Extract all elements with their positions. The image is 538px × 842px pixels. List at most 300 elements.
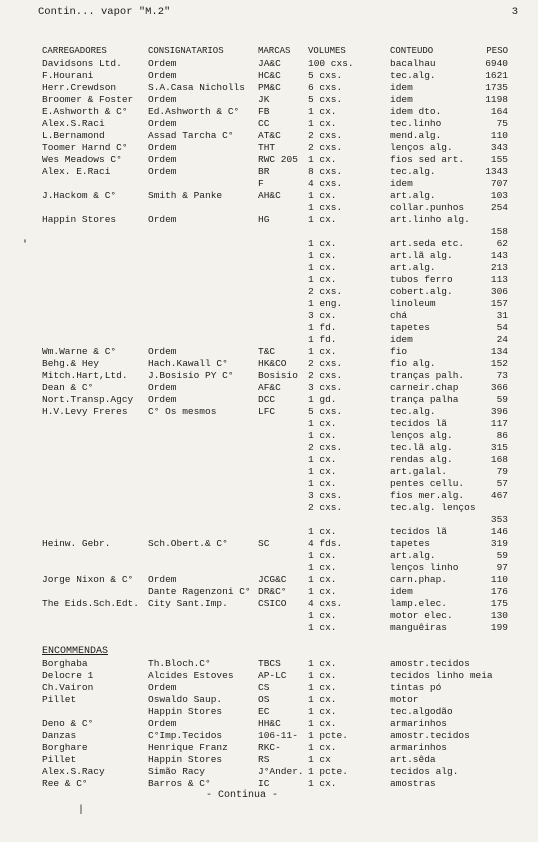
cell-carregador: F.Hourani — [42, 70, 94, 81]
cell-peso: 1343 — [485, 166, 508, 177]
table-row — [42, 130, 508, 142]
table-row — [42, 322, 508, 334]
cell-peso: 254 — [490, 202, 508, 213]
cell-conteudo: bacalhau — [390, 58, 436, 69]
cell-peso: 366 — [490, 382, 508, 393]
cell-volumes: 2 cxs. — [308, 442, 343, 453]
cell-peso: 315 — [490, 442, 508, 453]
cell-consignatario: Barros & C° — [148, 778, 211, 789]
table-row — [42, 610, 508, 622]
cell-volumes: 4 cxs. — [308, 598, 343, 609]
cell-volumes: 2 cxs. — [308, 286, 343, 297]
cell-volumes: 1 cx. — [308, 622, 337, 633]
cell-conteudo: art.galal. — [390, 466, 448, 477]
cell-conteudo: carn.phap. — [390, 574, 448, 585]
cell-volumes: 1 cx. — [308, 106, 337, 117]
cell-marca: LFC — [258, 406, 276, 417]
header-consignatarios: CONSIGNATARIOS — [148, 46, 224, 56]
cell-volumes: 1 cx. — [308, 718, 337, 729]
cell-volumes: 3 cxs. — [308, 490, 343, 501]
cell-volumes: 6 cxs. — [308, 82, 343, 93]
cell-volumes: 1 cx. — [308, 250, 337, 261]
cell-consignatario: Ordem — [148, 154, 177, 165]
cell-conteudo: amostras — [390, 778, 436, 789]
cell-peso: 175 — [490, 598, 508, 609]
table-row — [42, 274, 508, 286]
row-gap — [42, 634, 504, 646]
cell-carregador: Danzas — [42, 730, 77, 741]
cell-conteudo: art.linho alg. — [390, 214, 470, 225]
cell-carregador: Borghaba — [42, 658, 88, 669]
table-row — [42, 466, 508, 478]
table-row — [42, 418, 508, 430]
cell-conteudo: pentes cellu. — [390, 478, 465, 489]
cell-conteudo: tec.lã alg. — [390, 442, 453, 453]
table-row — [42, 778, 504, 790]
cell-marca: Bosisio — [258, 370, 298, 381]
cell-peso: 24 — [496, 334, 508, 345]
cell-consignatario: Ordem — [148, 166, 177, 177]
cell-consignatario: Ordem — [148, 214, 177, 225]
cell-peso: 176 — [490, 586, 508, 597]
cell-volumes: 8 cxs. — [308, 166, 343, 177]
cell-conteudo: tranças palh. — [390, 370, 465, 381]
cell-conteudo: tec.linho — [390, 118, 442, 129]
manifest-table — [42, 58, 508, 790]
cell-volumes: 1 gd. — [308, 394, 337, 405]
cell-marca: JCG&C — [258, 574, 287, 585]
margin-tick: | — [78, 805, 85, 816]
cell-consignatario: Ordem — [148, 718, 177, 729]
cell-volumes: 1 pcte. — [308, 766, 348, 777]
table-row — [42, 406, 508, 418]
table-row — [42, 298, 508, 310]
cell-marca: 106-11- — [258, 730, 298, 741]
document-header — [38, 6, 518, 18]
cell-marca: EC — [258, 706, 270, 717]
cell-peso: 110 — [490, 130, 508, 141]
cell-conteudo: art.alg. — [390, 190, 436, 201]
cell-volumes: 1 cx. — [308, 706, 337, 717]
cell-consignatario: S.A.Casa Nicholls — [148, 82, 245, 93]
cell-consignatario: Hach.Kawall C° — [148, 358, 228, 369]
cell-volumes: 4 fds. — [308, 538, 343, 549]
cell-consignatario: Simão Racy — [148, 766, 206, 777]
cell-marca: JA&C — [258, 58, 281, 69]
cell-marca: AT&C — [258, 130, 281, 141]
table-row — [42, 754, 504, 766]
cell-conteudo: collar.punhos — [390, 202, 465, 213]
table-row — [42, 586, 508, 598]
cell-marca: FB — [258, 106, 270, 117]
footer-continua: - Continua - — [206, 790, 279, 801]
cell-carregador: Dean & C° — [42, 382, 94, 393]
cell-volumes: 1 cx. — [308, 574, 337, 585]
table-row — [42, 550, 508, 562]
cell-conteudo: carneir.chap — [390, 382, 459, 393]
cell-volumes: 1 cx. — [308, 238, 337, 249]
table-row — [42, 226, 508, 238]
cell-peso: 59 — [496, 394, 508, 405]
table-row — [42, 118, 508, 130]
cell-carregador: Happin Stores — [42, 214, 117, 225]
cell-peso: 117 — [490, 418, 508, 429]
cell-volumes: 1 cx. — [308, 154, 337, 165]
cell-volumes: 3 cx. — [308, 310, 337, 321]
cell-marca: AH&C — [258, 190, 281, 201]
cell-peso: 75 — [496, 118, 508, 129]
table-row — [42, 706, 504, 718]
cell-carregador: J.Hackom & C° — [42, 190, 117, 201]
cell-volumes: 1 cx. — [308, 742, 337, 753]
table-row — [42, 286, 508, 298]
cell-marca: SC — [258, 538, 270, 549]
cell-marca: J°Ander. — [258, 766, 304, 777]
cell-consignatario: Ordem — [148, 70, 177, 81]
cell-volumes: 1 cx. — [308, 214, 337, 225]
cell-conteudo: mend.alg. — [390, 130, 442, 141]
cell-peso: 130 — [490, 610, 508, 621]
cell-volumes: 1 cxs. — [308, 202, 343, 213]
cell-consignatario: Ed.Ashworth & C° — [148, 106, 240, 117]
cell-conteudo: armarinhos — [390, 718, 448, 729]
cell-marca: F — [258, 178, 264, 189]
cell-marca: RS — [258, 754, 270, 765]
cell-consignatario: Th.Bloch.C° — [148, 658, 211, 669]
cell-conteudo: idem dto. — [390, 106, 442, 117]
cell-volumes: 3 cxs. — [308, 382, 343, 393]
table-row — [42, 730, 504, 742]
table-row — [42, 334, 508, 346]
cell-volumes: 1 cx. — [308, 562, 337, 573]
table-row — [42, 514, 508, 526]
cell-conteudo: tec.alg. — [390, 406, 436, 417]
cell-marca: AP-LC — [258, 670, 287, 681]
cell-marca: HK&CO — [258, 358, 287, 369]
cell-peso: 1621 — [485, 70, 508, 81]
table-row — [42, 718, 504, 730]
table-row — [42, 106, 508, 118]
cell-consignatario: Oswaldo Saup. — [148, 694, 223, 705]
table-row — [42, 670, 504, 682]
table-row — [42, 94, 508, 106]
header-peso: PESO — [486, 46, 508, 56]
cell-carregador: Deno & C° — [42, 718, 94, 729]
cell-conteudo: motor — [390, 694, 419, 705]
cell-peso: 306 — [490, 286, 508, 297]
cell-conteudo: tubos ferro — [390, 274, 453, 285]
cell-peso: 86 — [496, 430, 508, 441]
cell-consignatario: Ordem — [148, 382, 177, 393]
cell-conteudo: lamp.elec. — [390, 598, 448, 609]
cell-conteudo: cobert.alg. — [390, 286, 453, 297]
cell-peso: 168 — [490, 454, 508, 465]
table-row — [42, 694, 504, 706]
margin-tick: ' — [22, 240, 29, 251]
cell-carregador: H.V.Levy Freres — [42, 406, 128, 417]
cell-volumes: 1 cx. — [308, 262, 337, 273]
cell-peso: 164 — [490, 106, 508, 117]
header-carregadores: CARREGADORES — [42, 46, 107, 56]
cell-carregador: L.Bernamond — [42, 130, 105, 141]
cell-volumes: 1 cx. — [308, 526, 337, 537]
cell-volumes: 1 cx. — [308, 586, 337, 597]
cell-conteudo: lenços alg. — [390, 430, 453, 441]
cell-marca: PM&C — [258, 82, 281, 93]
cell-carregador: Behg.& Hey — [42, 358, 100, 369]
cell-volumes: 1 cx. — [308, 274, 337, 285]
cell-carregador: Alex. E.Raci — [42, 166, 111, 177]
cell-conteudo: idem — [390, 82, 413, 93]
cell-conteudo: rendas alg. — [390, 454, 453, 465]
cell-carregador: Ch.Vairon — [42, 682, 94, 693]
cell-conteudo: amostr.tecidos — [390, 658, 470, 669]
cell-peso: 57 — [496, 478, 508, 489]
cell-peso: 1198 — [485, 94, 508, 105]
cell-peso: 319 — [490, 538, 508, 549]
table-row — [42, 658, 504, 670]
cell-consignatario: Ordem — [148, 118, 177, 129]
cell-conteudo: art.sêda — [390, 754, 436, 765]
cell-peso: 353 — [490, 514, 508, 525]
cell-carregador: Davidsons Ltd. — [42, 58, 122, 69]
table-row — [42, 166, 508, 178]
table-row — [42, 370, 508, 382]
cell-volumes: 1 cx. — [308, 454, 337, 465]
cell-conteudo: lenços alg. — [390, 142, 453, 153]
cell-marca: RKC- — [258, 742, 281, 753]
cell-conteudo: fios sed art. — [390, 154, 465, 165]
cell-consignatario: Dante Ragenzoni C° — [148, 586, 251, 597]
cell-conteudo: tec.algodão — [390, 706, 453, 717]
cell-volumes: 2 cxs. — [308, 142, 343, 153]
cell-marca: IC — [258, 778, 270, 789]
cell-peso: 6940 — [485, 58, 508, 69]
cell-marca: HG — [258, 214, 270, 225]
cell-carregador: Alex.S.Raci — [42, 118, 105, 129]
cell-peso: 54 — [496, 322, 508, 333]
cell-volumes: 5 cxs. — [308, 406, 343, 417]
cell-volumes: 2 cxs. — [308, 130, 343, 141]
cell-conteudo: art.alg. — [390, 262, 436, 273]
cell-conteudo: art.lã alg. — [390, 250, 453, 261]
cell-marca: DR&C° — [258, 586, 287, 597]
cell-volumes: 2 cxs. — [308, 370, 343, 381]
cell-peso: 134 — [490, 346, 508, 357]
cell-peso: 79 — [496, 466, 508, 477]
cell-conteudo: idem — [390, 334, 413, 345]
header-title: Contin... vapor "M.2" — [38, 6, 171, 18]
table-row — [42, 58, 508, 70]
table-row — [42, 682, 504, 694]
cell-marca: DCC — [258, 394, 276, 405]
cell-conteudo: art.seda etc. — [390, 238, 465, 249]
cell-consignatario: Sch.Obert.& C° — [148, 538, 228, 549]
cell-conteudo: tecidos alg. — [390, 766, 459, 777]
cell-peso: 146 — [490, 526, 508, 537]
cell-peso: 157 — [490, 298, 508, 309]
cell-conteudo: idem — [390, 178, 413, 189]
table-row — [42, 214, 504, 226]
cell-carregador: Herr.Crewdson — [42, 82, 117, 93]
table-row — [42, 154, 508, 166]
table-row — [42, 262, 508, 274]
cell-marca: JK — [258, 94, 270, 105]
cell-conteudo: tecidos lã — [390, 526, 448, 537]
cell-marca: HC&C — [258, 70, 281, 81]
cell-peso: 97 — [496, 562, 508, 573]
cell-conteudo: fios mer.alg. — [390, 490, 465, 501]
cell-conteudo: tecidos lã — [390, 418, 448, 429]
cell-marca: T&C — [258, 346, 276, 357]
cell-conteudo: armarinhos — [390, 742, 448, 753]
table-row — [42, 190, 508, 202]
cell-conteudo: tec.alg. — [390, 166, 436, 177]
cell-volumes: 1 cx. — [308, 466, 337, 477]
cell-conteudo: idem — [390, 94, 413, 105]
cell-marca: HH&C — [258, 718, 281, 729]
table-row — [42, 622, 508, 634]
cell-marca: BR — [258, 166, 270, 177]
header-volumes: VOLUMES — [308, 46, 346, 56]
table-row — [42, 346, 508, 358]
cell-consignatario: Smith & Panke — [148, 190, 223, 201]
cell-volumes: 1 cx. — [308, 694, 337, 705]
cell-consignatario: Henrique Franz — [148, 742, 228, 753]
cell-volumes: 1 fd. — [308, 334, 337, 345]
cell-conteudo: fio alg. — [390, 358, 436, 369]
cell-conteudo: lenços linho — [390, 562, 459, 573]
cell-volumes: 1 cx. — [308, 670, 337, 681]
cell-carregador: Ree & C° — [42, 778, 88, 789]
table-row — [42, 442, 508, 454]
cell-consignatario: Ordem — [148, 346, 177, 357]
table-row — [42, 178, 508, 190]
table-row — [42, 358, 508, 370]
table-row — [42, 538, 508, 550]
cell-marca: THT — [258, 142, 276, 153]
cell-volumes: 1 cx. — [308, 118, 337, 129]
table-row — [42, 382, 508, 394]
cell-carregador: Nort.Transp.Agcy — [42, 394, 134, 405]
cell-carregador: Heinw. Gebr. — [42, 538, 111, 549]
cell-peso: 113 — [490, 274, 508, 285]
cell-conteudo: chá — [390, 310, 408, 321]
cell-consignatario: City Sant.Imp. — [148, 598, 228, 609]
cell-peso: 31 — [496, 310, 508, 321]
column-headers — [42, 46, 508, 58]
page-number: 3 — [511, 6, 518, 18]
cell-volumes: 5 cxs. — [308, 70, 343, 81]
cell-volumes: 1 cx. — [308, 778, 337, 789]
cell-volumes: 1 cx. — [308, 346, 337, 357]
cell-volumes: 1 eng. — [308, 298, 343, 309]
table-row — [42, 766, 504, 778]
cell-volumes: 4 cxs. — [308, 178, 343, 189]
table-row — [42, 478, 508, 490]
cell-carregador: The Eids.Sch.Edt. — [42, 598, 139, 609]
cell-marca: AF&C — [258, 382, 281, 393]
cell-peso: 152 — [490, 358, 508, 369]
header-marcas: MARCAS — [258, 46, 291, 56]
cell-conteudo: tec.alg. lenços — [390, 502, 476, 513]
cell-conteudo: trança palha — [390, 394, 459, 405]
cell-carregador: Wes Meadows C° — [42, 154, 122, 165]
cell-volumes: 2 cxs. — [308, 358, 343, 369]
cell-volumes: 100 cxs. — [308, 58, 354, 69]
cell-volumes: 1 fd. — [308, 322, 337, 333]
cell-conteudo: tapetes — [390, 322, 430, 333]
cell-carregador: Mitch.Hart,Ltd. — [42, 370, 128, 381]
table-row — [42, 202, 508, 214]
cell-peso: 343 — [490, 142, 508, 153]
cell-peso: 62 — [496, 238, 508, 249]
cell-marca: CS — [258, 682, 270, 693]
cell-consignatario: Ordem — [148, 574, 177, 585]
cell-carregador: Pillet — [42, 694, 77, 705]
cell-volumes: 1 cx. — [308, 478, 337, 489]
cell-consignatario: Ordem — [148, 142, 177, 153]
cell-volumes: 1 cx. — [308, 550, 337, 561]
cell-conteudo: manguêiras — [390, 622, 448, 633]
table-row — [42, 574, 508, 586]
cell-carregador: Borghare — [42, 742, 88, 753]
cell-peso: 143 — [490, 250, 508, 261]
cell-conteudo: tecidos linho meia — [390, 670, 493, 681]
cell-volumes: 1 cx — [308, 754, 331, 765]
table-row — [42, 742, 504, 754]
cell-carregador: Broomer & Foster — [42, 94, 134, 105]
cell-volumes: 1 cx. — [308, 658, 337, 669]
cell-conteudo: tec.alg. — [390, 70, 436, 81]
table-row — [42, 70, 508, 82]
cell-volumes: 1 cx. — [308, 430, 337, 441]
cell-marca: OS — [258, 694, 270, 705]
cell-peso: 707 — [490, 178, 508, 189]
cell-volumes: 1 cx. — [308, 682, 337, 693]
cell-carregador: Delocre 1 — [42, 670, 94, 681]
table-row — [42, 310, 508, 322]
header-conteudo: CONTEUDO — [390, 46, 434, 56]
cell-conteudo: linoleum — [390, 298, 436, 309]
cell-conteudo: motor elec. — [390, 610, 453, 621]
table-row — [42, 430, 508, 442]
table-row — [42, 490, 508, 502]
cell-peso: 213 — [490, 262, 508, 273]
cell-peso: 59 — [496, 550, 508, 561]
cell-carregador: Pillet — [42, 754, 77, 765]
cell-marca: CC — [258, 118, 270, 129]
cell-peso: 158 — [490, 226, 508, 237]
cell-marca: CSICO — [258, 598, 287, 609]
cell-volumes: 1 cx. — [308, 190, 337, 201]
cell-consignatario: Ordem — [148, 58, 177, 69]
cell-conteudo: art.alg. — [390, 550, 436, 561]
table-row — [42, 82, 508, 94]
cell-peso: 110 — [490, 574, 508, 585]
table-row — [42, 454, 508, 466]
cell-peso: 155 — [490, 154, 508, 165]
cell-consignatario: Happin Stores — [148, 706, 223, 717]
cell-marca: TBCS — [258, 658, 281, 669]
cell-carregador: E.Ashworth & C° — [42, 106, 128, 117]
cell-consignatario: Ordem — [148, 94, 177, 105]
cell-volumes: 2 cxs. — [308, 502, 343, 513]
cell-volumes: 1 cx. — [308, 610, 337, 621]
cell-conteudo: tapetes — [390, 538, 430, 549]
cell-volumes: 1 pcte. — [308, 730, 348, 741]
cell-carregador: Alex.S.Racy — [42, 766, 105, 777]
